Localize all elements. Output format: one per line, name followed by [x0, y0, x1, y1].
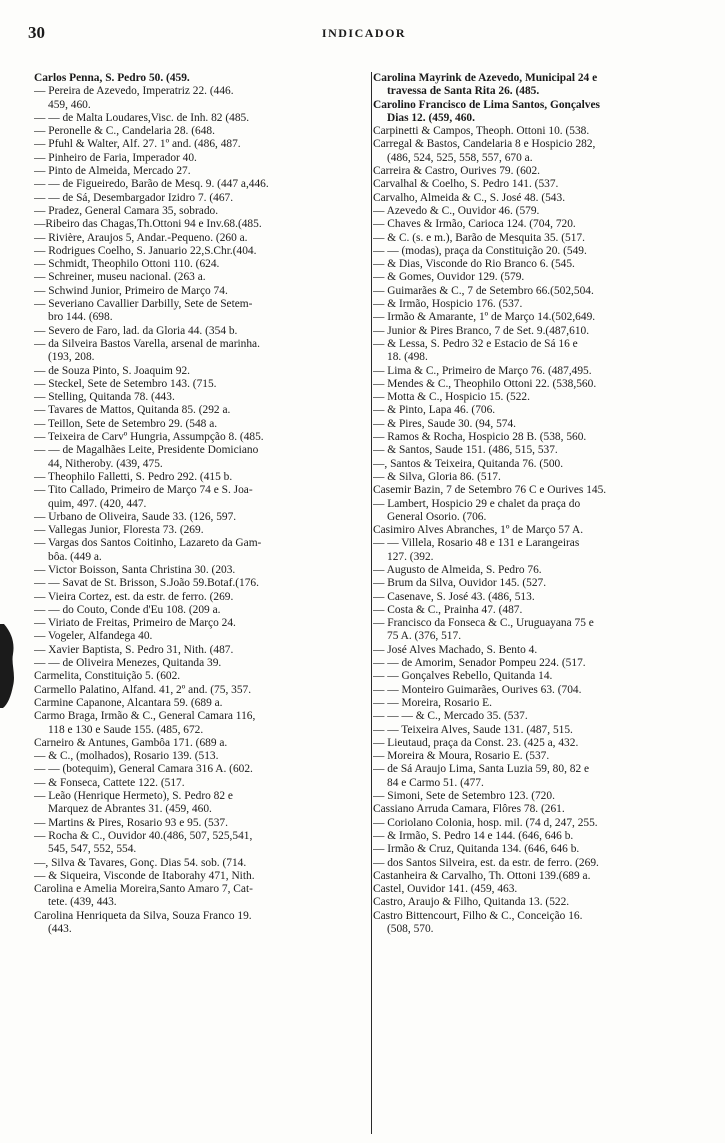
directory-entry: — Mendes & C., Theophilo Ottoni 22. (538,560. [373, 377, 597, 390]
directory-entry: — dos Santos Silveira, est. da estr. de ferro. (269. [373, 856, 599, 869]
directory-entry: — Ramos & Rocha, Hospicio 28 B. (538, 560. [373, 431, 587, 444]
directory-entry: Carmo Braga, Irmão & C., General Camara 116, 118 e 130 e Saude 155. (485, 672. [34, 710, 256, 736]
directory-entry: Carvalhal & Coelho, S. Pedro 141. (537. [373, 178, 559, 191]
directory-entry: — Vogeler, Alfandega 40. [34, 630, 153, 643]
directory-entry: — — (botequim), General Camara 316 A. (602. [34, 763, 253, 776]
directory-entry: — & Santos, Saude 151. (486, 515, 537. [373, 444, 558, 457]
directory-entry: Carneiro & Antunes, Gambôa 171. (689 a. [34, 736, 228, 749]
directory-entry: — Tavares de Mattos, Quitanda 85. (292 a. [34, 404, 231, 417]
directory-entry: — Rodrigues Coelho, S. Januario 22,S.Chr.(404. [34, 244, 257, 257]
directory-entry: Carolina Mayrink de Azevedo, Municipal 24 e travessa de Santa Rita 26. (485. [373, 72, 598, 98]
directory-entry: — — Teixeira Alves, Saude 131. (487, 515. [373, 723, 573, 736]
directory-entry: — & Lessa, S. Pedro 32 e Estacio de Sá 16 e 18. (498. [373, 337, 578, 364]
directory-entry: — — de Figueiredo, Barão de Mesq. 9. (447 a,446. [34, 178, 269, 191]
directory-entry: —Ribeiro das Chagas,Th.Ottoni 94 e Inv.68.(485. [34, 218, 262, 231]
directory-entry: — Peronelle & C., Candelaria 28. (648. [34, 125, 215, 138]
directory-entry: Casimiro Alves Abranches, 1º de Março 57 A. [373, 524, 584, 537]
directory-entry: — — de Oliveira Menezes, Quitanda 39. [34, 657, 222, 670]
directory-entry: — Teillon, Sete de Setembro 29. (548 a. [34, 417, 218, 430]
directory-entry: Carolina e Amelia Moreira,Santo Amaro 7, Cat- tete. (439, 443. [34, 883, 253, 909]
directory-entry: — Irmão & Amarante, 1º de Março 14.(502,649. [373, 311, 596, 324]
directory-entry: — Rivière, Araujos 5, Andar.-Pequeno. (260 a. [34, 231, 248, 244]
directory-entry: Casemir Bazin, 7 de Setembro 76 C e Ourives 145. [373, 484, 607, 497]
directory-entry: — Leão (Henrique Hermeto), S. Pedro 82 e Marquez de Abrantes 31. (459, 460. [34, 790, 233, 816]
directory-entry: Carreira & Castro, Ourives 79. (602. [373, 165, 541, 178]
directory-entry: — José Alves Machado, S. Bento 4. [373, 643, 538, 656]
ink-blot-mark [0, 622, 18, 710]
directory-entry: — — de Magalhães Leite, Presidente Domiciano 44, Nitheroby. (439, 475. [34, 444, 259, 470]
directory-entry: — Lambert, Hospicio 29 e chalet da praça do General Osorio. (706. [373, 497, 581, 523]
directory-entry: Carmine Capanone, Alcantara 59. (689 a. [34, 696, 223, 709]
directory-entry: — Brum da Silva, Ouvidor 145. (527. [373, 577, 547, 590]
directory-entry: — Pradez, General Camara 35, sobrado. [34, 204, 219, 217]
directory-entry: — Irmão & Cruz, Quitanda 134. (646, 646 b. [373, 843, 580, 856]
running-title: INDICADOR [321, 26, 407, 40]
directory-entry: — — de Amorim, Senador Pompeu 224. (517. [373, 657, 586, 670]
directory-entry: — Lieutaud, praça da Const. 23. (425 a, 432. [373, 736, 579, 749]
directory-entry: — Pinheiro de Faria, Imperador 40. [34, 151, 197, 164]
directory-entry: Carmello Palatino, Alfand. 41, 2º and. (75, 357. [34, 683, 252, 696]
directory-entry: — Lima & C., Primeiro de Março 76. (487,495. [373, 364, 592, 377]
directory-entry: Carolino Francisco de Lima Santos, Gonçalves Dias 12. (459, 460. [373, 98, 600, 124]
directory-entry: — Severo de Faro, lad. da Gloria 44. (354 b. [34, 324, 238, 337]
directory-entry: Cassiano Arruda Camara, Flôres 78. (261. [373, 803, 565, 816]
directory-entry: Castro Bittencourt, Filho & C., Conceição 16. (508, 570. [373, 909, 583, 935]
directory-entry: — & C. (s. e m.), Barão de Mesquita 35. (517. [373, 231, 585, 244]
directory-entry: Carpinetti & Campos, Theoph. Ottoni 10. (538. [373, 125, 590, 138]
directory-entry: — Pereira de Azevedo, Imperatriz 22. (446. 459, 460. [34, 85, 234, 111]
page-header [28, 22, 700, 44]
directory-entry: — — Savat de St. Brisson, S.João 59.Botaf.(176. [34, 577, 259, 590]
directory-entry: Castel, Ouvidor 141. (459, 463. [373, 883, 518, 896]
directory-entry: — & Pinto, Lapa 46. (706. [373, 404, 496, 417]
right-column [373, 72, 704, 1134]
directory-entry: — da Silveira Bastos Varella, arsenal de marinha. (193, 208. [34, 337, 260, 364]
directory-entry: — Viriato de Freitas, Primeiro de Março 24. [34, 617, 236, 630]
directory-entry: — & Fonseca, Cattete 122. (517. [34, 776, 185, 789]
directory-entry: — — — & C., Mercado 35. (537. [373, 710, 528, 723]
page-number: 30 [28, 23, 45, 42]
directory-entry: — Coriolano Colonia, hosp. mil. (74 d, 247, 255. [373, 816, 598, 829]
directory-entry: — Pinto de Almeida, Mercado 27. [34, 165, 191, 178]
directory-entry: — de Souza Pinto, S. Joaquim 92. [34, 364, 190, 377]
column-divider [371, 72, 372, 1134]
directory-entry: — Vieira Cortez, est. da estr. de ferro. (269. [34, 590, 234, 603]
directory-entry: — — Monteiro Guimarães, Ourives 63. (704. [373, 683, 582, 696]
directory-entry: — Teixeira de Carvº Hungria, Assumpção 8. (485. [34, 431, 264, 444]
directory-entry: — — de Sá, Desembargador Izidro 7. (467. [34, 191, 234, 204]
directory-entry: — & Irmão, S. Pedro 14 e 144. (646, 646 b. [373, 829, 574, 842]
directory-entry: — & Siqueira, Visconde de Itaborahy 471, Nith. [34, 869, 255, 882]
directory-entry: — Pfuhl & Walter, Alf. 27. 1º and. (486, 487. [34, 138, 241, 151]
directory-entry: — — do Couto, Conde d'Eu 108. (209 a. [34, 603, 221, 616]
directory-entry: — & Pires, Saude 30. (94, 574. [373, 417, 517, 430]
directory-entry: Carolina Henriqueta da Silva, Souza Franco 19. (443. [34, 909, 252, 935]
directory-entry: — Francisco da Fonseca & C., Uruguayana 75 e 75 A. (376, 517. [373, 617, 594, 643]
directory-entry: — & C., (molhados), Rosario 139. (513. [34, 750, 219, 763]
directory-entry: — Guimarães & C., 7 de Setembro 66.(502,504. [373, 284, 594, 297]
directory-entry: —, Santos & Teixeira, Quitanda 76. (500. [373, 457, 564, 470]
directory-entry: — — (modas), praça da Constituição 20. (549. [373, 244, 587, 257]
directory-entry: — — Gonçalves Rebello, Quitanda 14. [373, 670, 553, 683]
directory-entry: Carmelita, Constituição 5. (602. [34, 670, 181, 683]
directory-entry: — — de Malta Loudares,Visc. de Inh. 82 (485. [34, 111, 250, 124]
directory-entry: — Costa & C., Prainha 47. (487. [373, 603, 523, 616]
directory-entry: —, Silva & Tavares, Gonç. Dias 54. sob. (714. [34, 856, 247, 869]
directory-entry: — Azevedo & C., Ouvidor 46. (579. [373, 204, 540, 217]
directory-entry: — Xavier Baptista, S. Pedro 31, Nith. (487. [34, 643, 234, 656]
directory-entry: — Victor Boisson, Santa Christina 30. (203. [34, 563, 236, 576]
directory-entry: — de Sá Araujo Lima, Santa Luzia 59, 80, 82 e 84 e Carmo 51. (477. [373, 763, 590, 789]
directory-entry: — Schreiner, museu nacional. (263 a. [34, 271, 206, 284]
directory-entry: — & Dias, Visconde do Rio Branco 6. (545. [373, 258, 575, 271]
directory-entry: Castanheira & Carvalho, Th. Ottoni 139.(689 a. [373, 869, 591, 882]
directory-entry: — Urbano de Oliveira, Saude 33. (126, 597. [34, 510, 237, 523]
directory-entry: — — Moreira, Rosario E. [373, 696, 492, 709]
directory-entry: — Simoni, Sete de Setembro 123. (720. [373, 790, 555, 803]
directory-entry: — Augusto de Almeida, S. Pedro 76. [373, 563, 542, 576]
directory-entry: — Rocha & C., Ouvidor 40.(486, 507, 525,541, 545, 547, 552, 554. [34, 829, 253, 856]
directory-entry: — Severiano Cavallier Darbilly, Sete de Setem- bro 144. (698. [34, 298, 253, 324]
directory-entry: — Junior & Pires Branco, 7 de Set. 9.(487,610. [373, 324, 590, 337]
directory-entry: — Theophilo Falletti, S. Pedro 292. (415 b. [34, 470, 233, 483]
directory-entry: — Motta & C., Hospicio 15. (522. [373, 391, 530, 404]
directory-entry: — Martins & Pires, Rosario 93 e 95. (537. [34, 816, 228, 829]
directory-entry: — — Villela, Rosario 48 e 131 e Larangeiras 127. (392. [373, 537, 580, 563]
directory-entry: — Schwind Junior, Primeiro de Março 74. [34, 284, 228, 297]
directory-entry: — Tito Callado, Primeiro de Março 74 e S. Joa- quim, 497. (420, 447. [34, 484, 253, 510]
directory-columns [34, 72, 704, 1134]
directory-entry: — Vargas dos Santos Coitinho, Lazareto da Gam- bôa. (449 a. [34, 537, 262, 563]
left-column [34, 72, 370, 1134]
directory-entry: — Vallegas Junior, Floresta 73. (269. [34, 524, 204, 537]
directory-entry: — Steckel, Sete de Setembro 143. (715. [34, 377, 217, 390]
directory-entry: — Schmidt, Theophilo Ottoni 110. (624. [34, 258, 220, 271]
directory-entry: Carregal & Bastos, Candelaria 8 e Hospicio 282, (486, 524, 525, 558, 557, 670 a. [373, 138, 596, 164]
directory-entry: Carvalho, Almeida & C., S. José 48. (543. [373, 191, 566, 204]
directory-entry: — & Irmão, Hospicio 176. (537. [373, 298, 523, 311]
directory-entry: — Casenave, S. José 43. (486, 513. [373, 590, 535, 603]
directory-entry: — Stelling, Quitanda 78. (443. [34, 391, 175, 404]
directory-entry: Carlos Penna, S. Pedro 50. (459. [34, 72, 190, 84]
directory-entry: — Moreira & Moura, Rosario E. (537. [373, 750, 550, 763]
directory-entry: Castro, Araujo & Filho, Quitanda 13. (522. [373, 896, 570, 909]
directory-entry: — & Silva, Gloria 86. (517. [373, 470, 501, 483]
directory-entry: — Chaves & Irmão, Carioca 124. (704, 720. [373, 218, 576, 231]
directory-entry: — & Gomes, Ouvidor 129. (579. [373, 271, 525, 284]
